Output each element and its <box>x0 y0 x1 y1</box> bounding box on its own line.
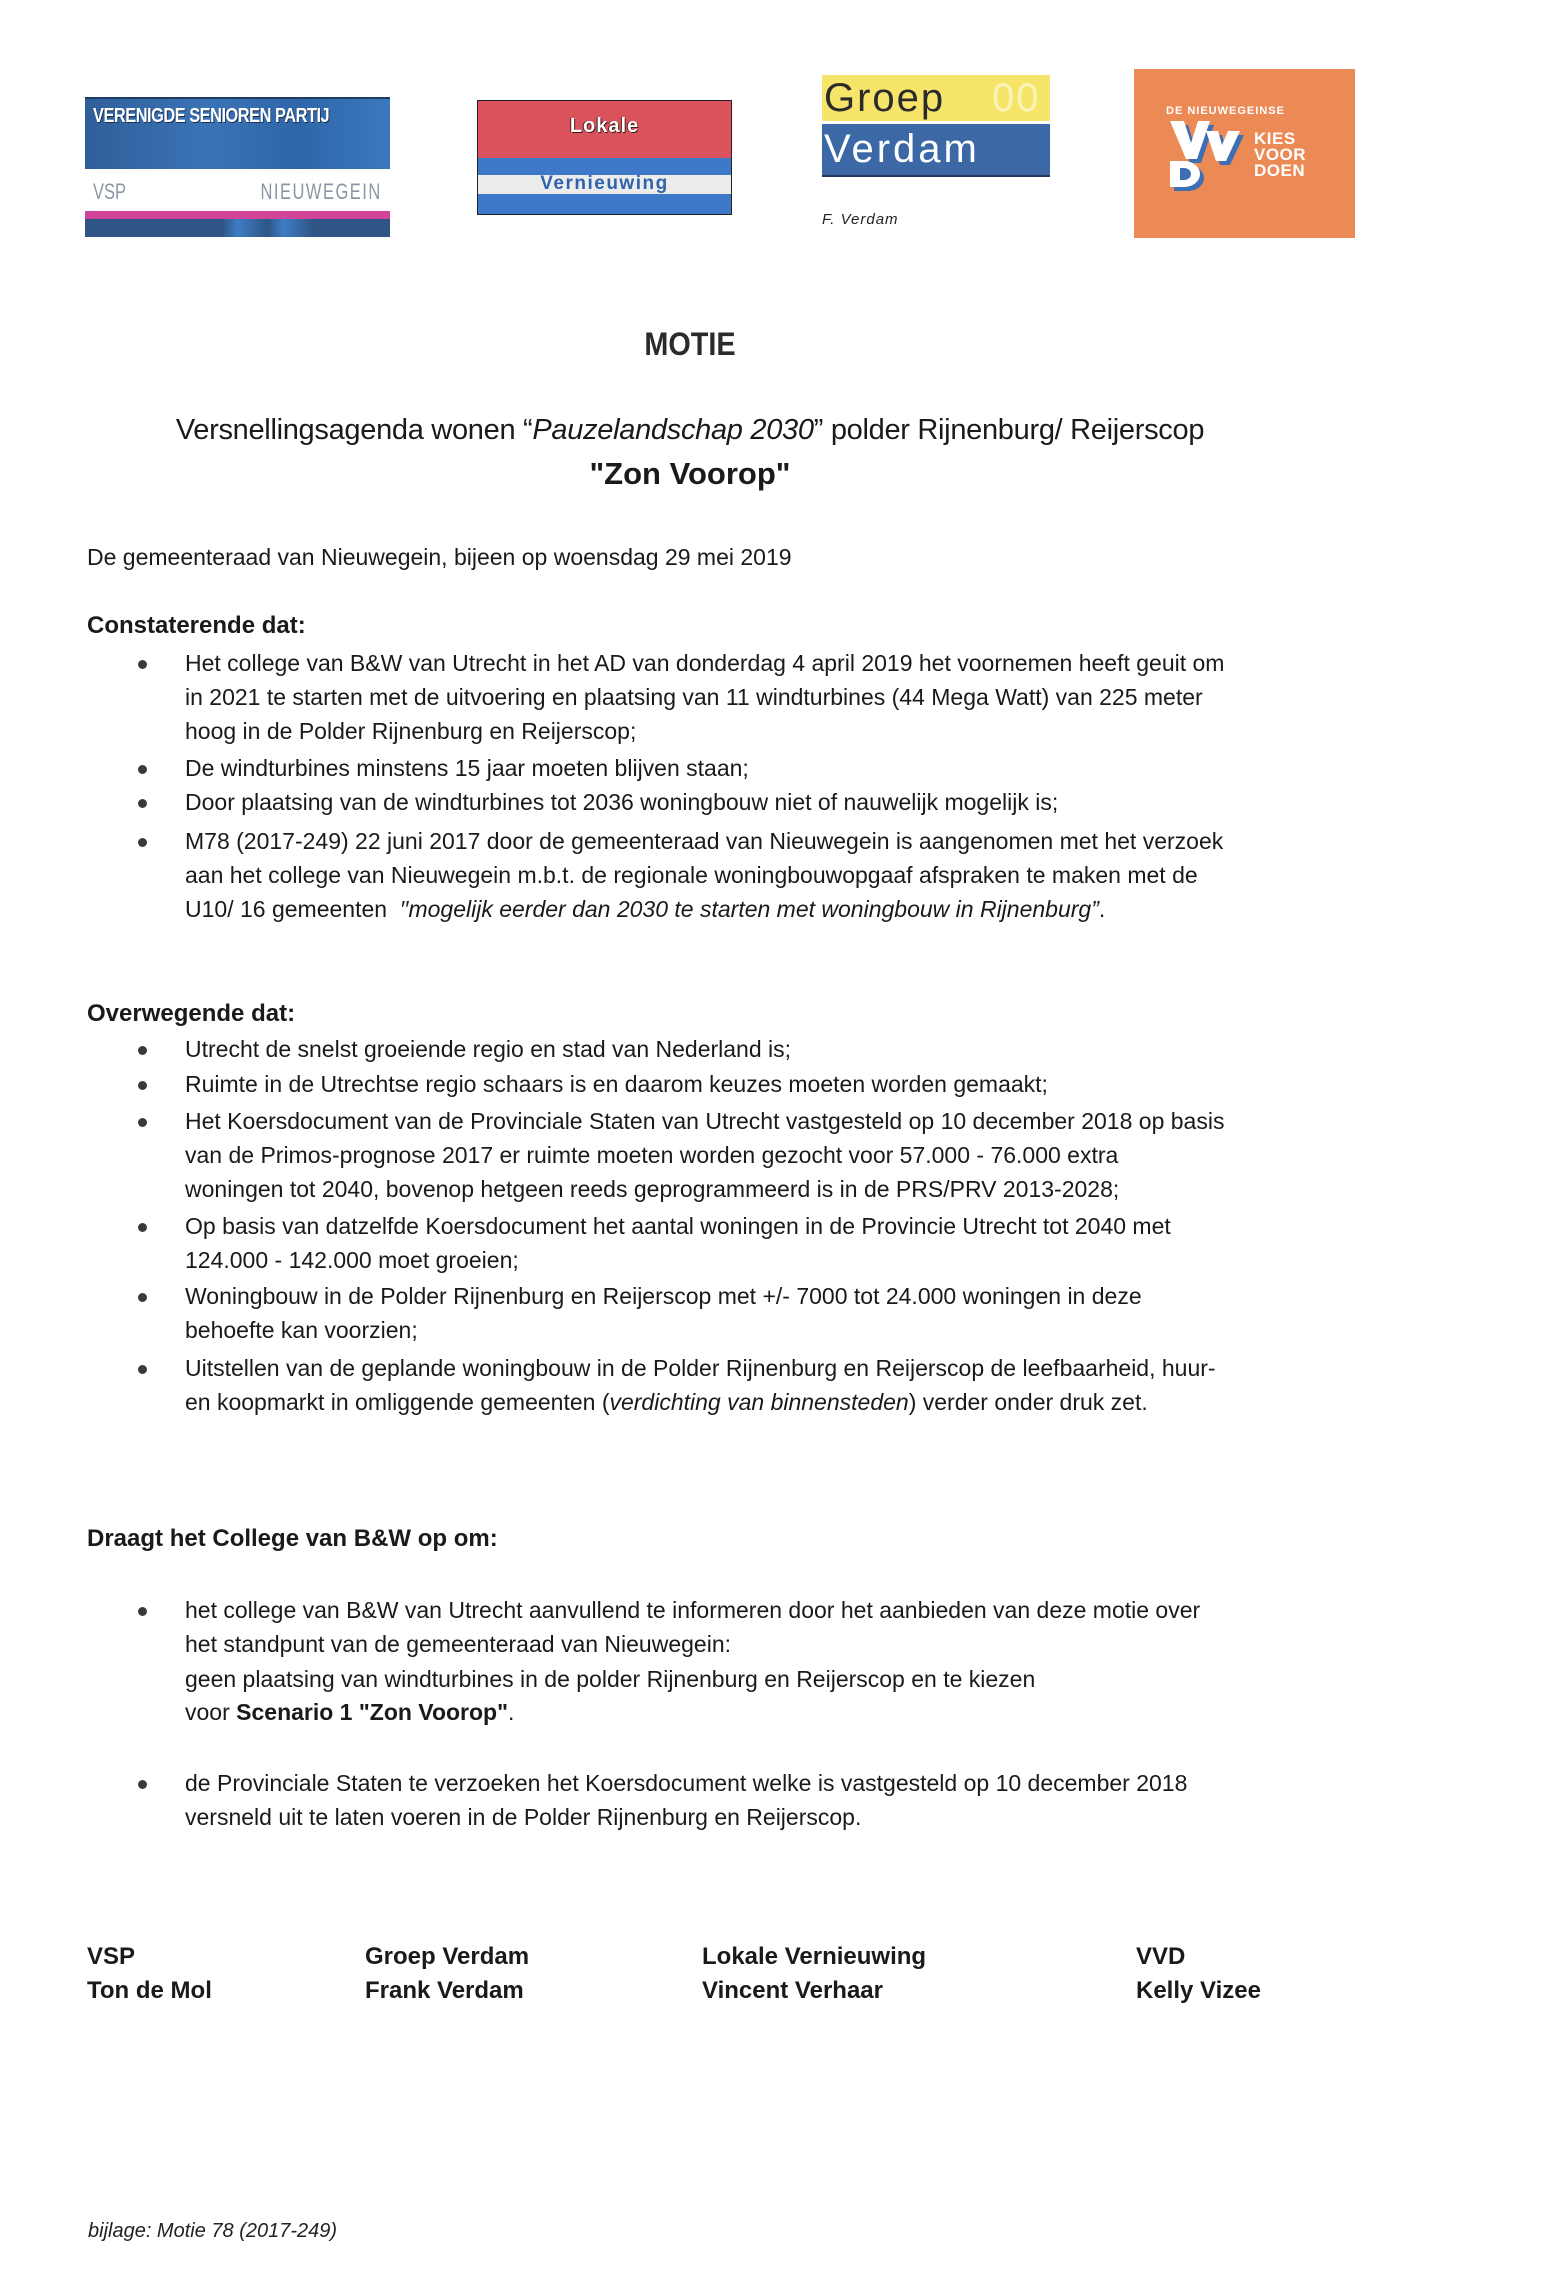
draagt-item-2-line-2: versneld uit te laten voeren in de Polder Rijnenburg en Reijerscop. <box>185 1804 862 1830</box>
line-text: en koopmarkt in omliggende gemeenten ( <box>185 1389 610 1415</box>
overwegende-item-2: Ruimte in de Utrechtse regio schaars is en daarom keuzes moeten worden gemaakt; <box>185 1071 1048 1097</box>
overwegende-item-5-line-1: Woningbouw in de Polder Rijnenburg en Reijerscop met +/- 7000 tot 24.000 woningen in deze <box>185 1283 1142 1309</box>
vsp-logo-bottom <box>85 219 390 237</box>
constaterende-item-4-line-1: M78 (2017-249) 22 juni 2017 door de gemeenteraad van Nieuwegein is aangenomen met het verzoek <box>185 828 1224 854</box>
vvd-logo <box>1134 69 1355 238</box>
signatory-4 <box>1136 1940 1261 2008</box>
document-tagline: "Zon Voorop" <box>589 456 791 491</box>
subtitle-prefix: Versnellingsagenda wonen “ <box>175 414 533 446</box>
bullet-icon <box>138 1365 147 1374</box>
line-text: U10/ 16 gemeenten <box>185 896 400 922</box>
draagt-item-2-line-1: de Provinciale Staten te verzoeken het Koersdocument welke is vastgesteld op 10 december 2018 <box>185 1770 1188 1796</box>
signatory-party: Groep Verdam <box>365 1943 530 1970</box>
bullet-icon <box>138 1223 147 1232</box>
scenario-bold: Scenario 1 "Zon Voorop" <box>236 1699 508 1725</box>
constaterende-item-2: De windturbines minstens 15 jaar moeten blijven staan; <box>185 755 749 781</box>
constaterende-item-1-line-3: hoog in de Polder Rijnenburg en Reijerscop; <box>185 718 637 744</box>
constaterende-item-4-line-2: aan het college van Nieuwegein m.b.t. de regionale woningbouwopgaaf afspraken te maken met de <box>185 862 1198 888</box>
intro-paragraph: De gemeenteraad van Nieuwegein, bijeen op woensdag 29 mei 2019 <box>87 544 792 570</box>
bullet-icon <box>138 1780 147 1789</box>
signatory-name: Ton de Mol <box>87 1977 212 2004</box>
lv-logo-white-band <box>478 175 731 194</box>
overwegende-item-6-line-2 <box>185 1385 1148 1419</box>
constaterende-item-4-line-3 <box>185 892 1105 926</box>
italic-phrase: verdichting van binnensteden <box>609 1389 909 1415</box>
lokale-vernieuwing-logo <box>477 100 732 215</box>
draagt-item-1-line-4 <box>185 1695 514 1729</box>
lv-logo-blue-band-bottom <box>478 194 731 214</box>
draagt-heading: Draagt het College van B&W op om: <box>87 1525 498 1552</box>
subtitle-suffix: ” polder Rijnenburg/ Reijerscop <box>813 414 1205 446</box>
overwegende-item-6-line-1: Uitstellen van de geplande woningbouw in de Polder Rijnenburg en Reijerscop de leefbaarheid, huur- <box>185 1355 1216 1381</box>
groep-verdam-logo <box>822 75 1050 175</box>
draagt-item-1-line-1: het college van B&W van Utrecht aanvullend te informeren door het aanbieden van deze motie over <box>185 1597 1201 1623</box>
gv-logo-blue-band <box>822 124 1050 177</box>
line-end: . <box>508 1699 515 1725</box>
overwegende-item-5-line-2: behoefte kan voorzien; <box>185 1317 418 1343</box>
lv-logo-bottom-text: Vernieuwing <box>540 173 669 194</box>
draagt-item-1-line-3: geen plaatsing van windturbines in de polder Rijnenburg en Reijerscop en te kiezen <box>185 1666 1036 1692</box>
vvd-logo-slogan <box>1254 131 1306 179</box>
gv-logo-top-text: Groep <box>824 76 946 120</box>
overwegende-item-3-line-2: van de Primos-prognose 2017 er ruimte moeten worden gezocht voor 57.000 - 76.000 extra <box>185 1142 1119 1168</box>
draagt-item-1-line-2: het standpunt van de gemeenteraad van Nieuwegein: <box>185 1631 732 1657</box>
overwegende-heading: Overwegende dat: <box>87 1000 296 1027</box>
bullet-icon <box>138 660 147 669</box>
bullet-icon <box>138 1293 147 1302</box>
line-end: . <box>1098 896 1106 922</box>
signatory-party: VSP <box>87 1943 136 1970</box>
vsp-logo-stripe <box>85 211 390 219</box>
constaterende-heading: Constaterende dat: <box>87 612 306 639</box>
vvd-logo-top-text: DE NIEUWEGEINSE <box>1166 105 1285 117</box>
gv-logo-bottom-text: Verdam <box>824 127 980 171</box>
vvd-slogan-line-1: KIES <box>1254 129 1296 148</box>
vvd-slogan-line-2: VOOR <box>1254 145 1307 164</box>
signatory-name: Frank Verdam <box>365 1977 524 2004</box>
lv-logo-top-text: Lokale <box>569 115 640 137</box>
groep-verdam-caption: F. Verdam <box>822 211 899 228</box>
signatory-1 <box>87 1940 212 2008</box>
constaterende-item-1-line-2: in 2021 te starten met de uitvoering en plaatsing van 11 windturbines (44 Mega Watt) van 225 meter <box>185 684 1203 710</box>
document-subtitle <box>0 414 1380 447</box>
bullet-icon <box>138 1046 147 1055</box>
gv-logo-faded-text: 00 <box>992 76 1041 120</box>
bullet-icon <box>138 765 147 774</box>
overwegende-item-4-line-1: Op basis van datzelfde Koersdocument het aantal woningen in de Provincie Utrecht tot 2040 met <box>185 1213 1171 1239</box>
attachment-note: bijlage: Motie 78 (2017-249) <box>88 2220 338 2242</box>
vsp-logo <box>85 97 390 237</box>
vvd-slogan-line-3: DOEN <box>1254 161 1306 180</box>
quoted-italic: ′′mogelijk eerder dan 2030 te starten met woningbouw in Rijnenburg” <box>399 896 1099 922</box>
overwegende-item-3-line-3: woningen tot 2040, bovenop hetgeen reeds geprogrammeerd is in de PRS/PRV 2013-2028; <box>185 1176 1120 1202</box>
vsp-logo-middle <box>85 169 390 211</box>
bullet-icon <box>138 1081 147 1090</box>
vsp-logo-banner <box>85 97 390 171</box>
bullet-icon <box>138 1118 147 1127</box>
lv-logo-red-band <box>478 101 731 158</box>
gv-logo-yellow-band <box>822 75 1050 121</box>
vvd-mark-icon <box>1168 121 1248 191</box>
bullet-icon <box>138 838 147 847</box>
line-end: ) verder onder druk zet. <box>908 1389 1148 1415</box>
signatory-2 <box>365 1940 529 2008</box>
overwegende-item-4-line-2: 124.000 - 142.000 moet groeien; <box>185 1247 519 1273</box>
constaterende-item-1-line-1: Het college van B&W van Utrecht in het AD van donderdag 4 april 2019 het voornemen heeft geuit om <box>185 650 1225 676</box>
signatory-3 <box>702 1940 926 2008</box>
bullet-icon <box>138 1607 147 1616</box>
signatory-party: Lokale Vernieuwing <box>702 1943 927 1970</box>
overwegende-item-1: Utrecht de snelst groeiende regio en stad van Nederland is; <box>185 1036 792 1062</box>
bullet-icon <box>138 799 147 808</box>
vsp-logo-city: NIEUWEGEIN <box>260 179 382 204</box>
document-title: MOTIE <box>644 326 736 362</box>
signatory-name: Kelly Vizee <box>1136 1977 1261 2004</box>
signatory-name: Vincent Verhaar <box>702 1977 883 2004</box>
overwegende-item-3-line-1: Het Koersdocument van de Provinciale Staten van Utrecht vastgesteld op 10 december 2018 op basis <box>185 1108 1225 1134</box>
signatory-party: VVD <box>1136 1943 1186 1970</box>
constaterende-item-3: Door plaatsing van de windturbines tot 2036 woningbouw niet of nauwelijk mogelijk is; <box>185 789 1059 815</box>
line-text: voor <box>185 1699 237 1725</box>
vsp-logo-abbr: VSP <box>93 179 127 204</box>
subtitle-italic: Pauzelandschap 2030 <box>532 414 814 446</box>
vsp-logo-title: VERENIGDE SENIOREN PARTIJ <box>93 105 330 127</box>
